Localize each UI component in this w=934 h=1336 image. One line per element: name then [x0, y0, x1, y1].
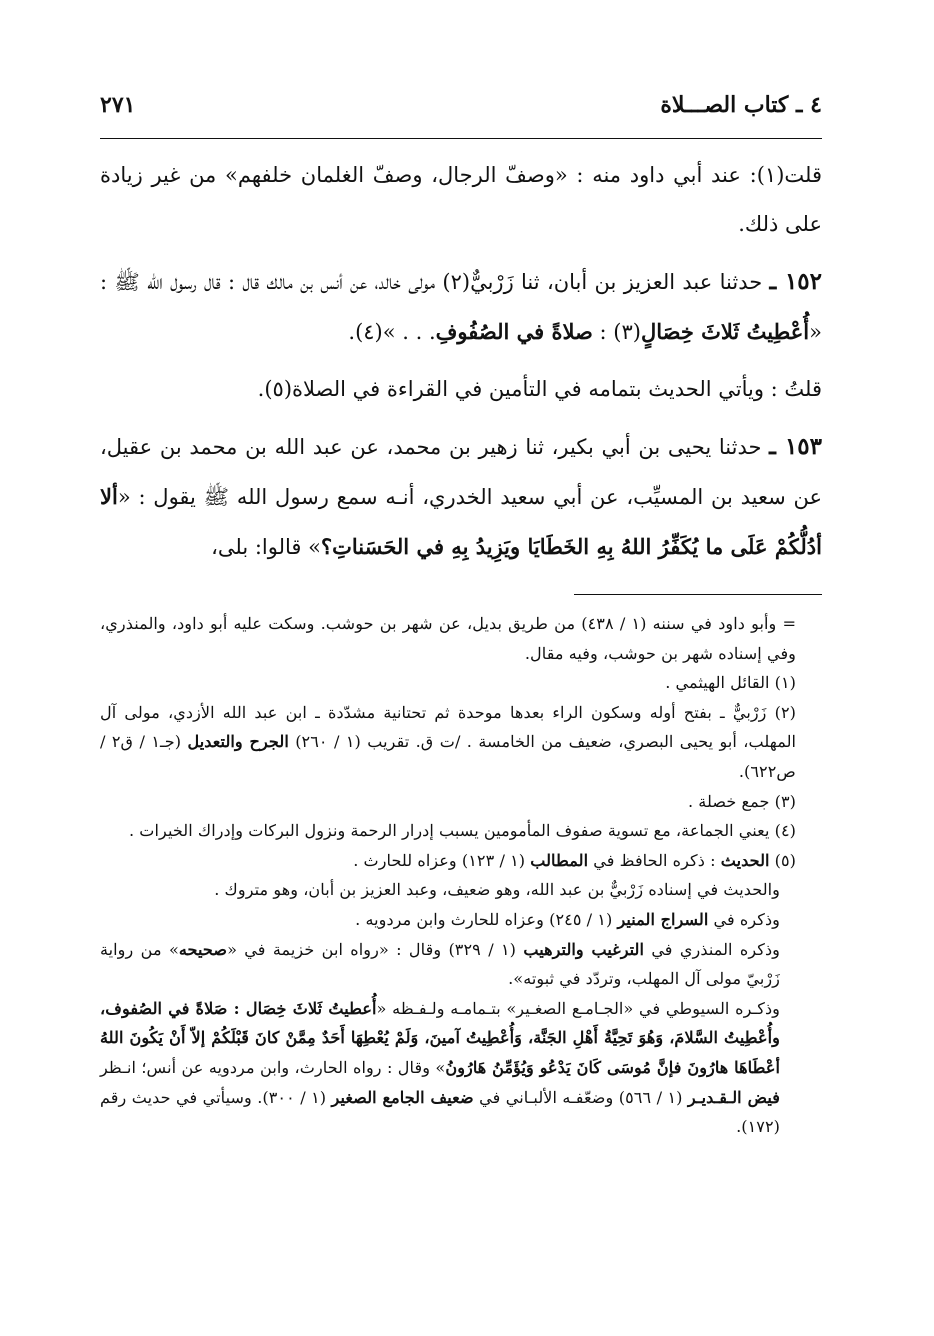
book-page: [100, 92, 822, 1142]
hadith-text-bold: أُعْطِيتُ ثَلاثَ خِصَالٍ: [640, 319, 810, 344]
footnote-3: (٣) جمع خصلة .: [688, 791, 796, 811]
running-header: [100, 92, 822, 139]
footnote-5-line-5: وذكـره السيوطي في «الجـامـع الصغـير» بتـمامـه ولـفـظه «أُعطيتُ ثَلاثَ خِصَال : صَلاةً في الصُفوف، وأُعْطِيتُ السَّلامَ، وَهُوَ تَحِيَّةُ أَهْلِ الجَنَّة، وَأُعْطِيتُ آمينَ، وَلَمْ يُعْطِهَا أَحَدٌ مِمَّنْ كانَ قَبْلَكُمْ إلاّ أَنْ يَكُونَ اللهُ أعْطَاهَا هارُونَ فإنَّ مُوسَى كَانَ يَدْعُو وَيُؤَمِّنُ هَارُونُ» وقال : رواه الحارث، وابن مردويه عن أنس؛ انـظر فيض الـقـديـر (١ / ٥٦٦) وضعّفـه الألبـاني في ضعيف الجامع الصغير (١ / ٣٠٠). وسيأتي في حديث رقم (١٧٢).: [100, 998, 781, 1137]
footnote-divider: [574, 594, 822, 595]
chapter-title: ٤ ـ كتاب الصـــلاة: [660, 92, 822, 118]
footnote-5-line-4: وذكره المنذري في الترغيب والترهيب (١ / ٣٢٩) وقال : «رواه ابن خزيمة في «صحيحه» من رواية زَرْبيّ مولى آل المهلب، وتردّد في ثبوته».: [100, 939, 780, 989]
paragraph-qultu-2: قلتُ : ويأتي الحديث بتمامه في التأمين في القراءة في الصلاة(٥).: [257, 377, 822, 401]
hadith-number: ١٥٣ ـ: [769, 433, 822, 460]
footnote-2: (٢) زَرْبيٌّ ـ بفتح أوله وسكون الراء بعدها موحدة ثم تحتانية مشدّدة ـ ابن عبد الله الأزدي، مولى آل المهلب، أبو يحيى البصري، ضعيف من الخامسة . /ت ق. تقريب (١ / ٢٦٠) الجرح والتعديل (جـ١ / ق٢ / ص٦٢٢).: [100, 702, 796, 781]
hadith-text-bold: ألا أدُلُّكُمْ عَلَى ما يُكَفِّرُ اللهُ بِهِ الخَطَايَا ويَزِيدُ بِهِ في الحَسَناتِ؟: [100, 484, 822, 559]
page-number: ٢٧١: [100, 92, 136, 118]
hadith-152: ١٥٢ ـ حدثنا عبد العزيز بن أبان، ثنا زَرْبيٌّ(٢) مولى خالد، عن أنس بن مالك قال : قال رسول الله ﷺ : «أُعْطِيتُ ثَلاثَ خِصَالٍ(٣) : صلاةً في الصُفُوفِ. . . »(٤).: [100, 268, 822, 344]
hadith-text-bold: صلاةً في الصُفُوفِ: [435, 319, 593, 344]
hadith-number: ١٥٢ ـ: [769, 268, 822, 295]
paragraph-qultu-1: قلت(١): عند أبي داود منه : «وصفّ الرجال، وصفّ الغلمان خلفهم» من غير زيادة على ذلك.: [100, 163, 822, 236]
footnote-4: (٤) يعني الجماعة، مع تسوية صفوف المأمومين يسبب إدرار الرحمة ونزول البركات وإدراك الخيرات .: [129, 821, 796, 841]
footnote-1: (١) القائل الهيثمي .: [665, 673, 796, 693]
footnote-5: (٥) الحديث : ذكره الحافظ في المطالب (١ / ١٢٣) وعزاه للحارث .: [353, 850, 796, 870]
footnote-5-line-2: والحديث في إسناده زَرْبيٌّ بن عبد الله، وهو ضعيف، وعبد العزيز بن أبان، وهو متروك .: [214, 880, 780, 900]
footnotes: [100, 609, 822, 1142]
footnote-continuation: = وأبو داود في سننه (١ / ٤٣٨) من طريق بديل، عن شهر بن حوشب. وسكت عليه أبو داود، والمنذري، وفي إسناده شهر بن حوشب، وفيه مقال.: [100, 614, 797, 663]
main-text: [100, 151, 822, 572]
footnote-5-line-3: وذكره في السراج المنير (١ / ٢٤٥) وعزاه للحارث وابن مردويه .: [355, 909, 780, 929]
hadith-153: ١٥٣ ـ حدثنا يحيى بن أبي بكير، ثنا زهير بن محمد، عن عبد الله بن محمد بن عقيل، عن سعيد بن المسيِّب، عن أبي سعيد الخدري، أنـه سمع رسول الله ﷺ يقول : «ألا أدُلُّكُمْ عَلَى ما يُكَفِّرُ اللهُ بِهِ الخَطَايَا ويَزِيدُ بِهِ في الحَسَناتِ؟» قالوا: بلى،: [100, 433, 822, 559]
